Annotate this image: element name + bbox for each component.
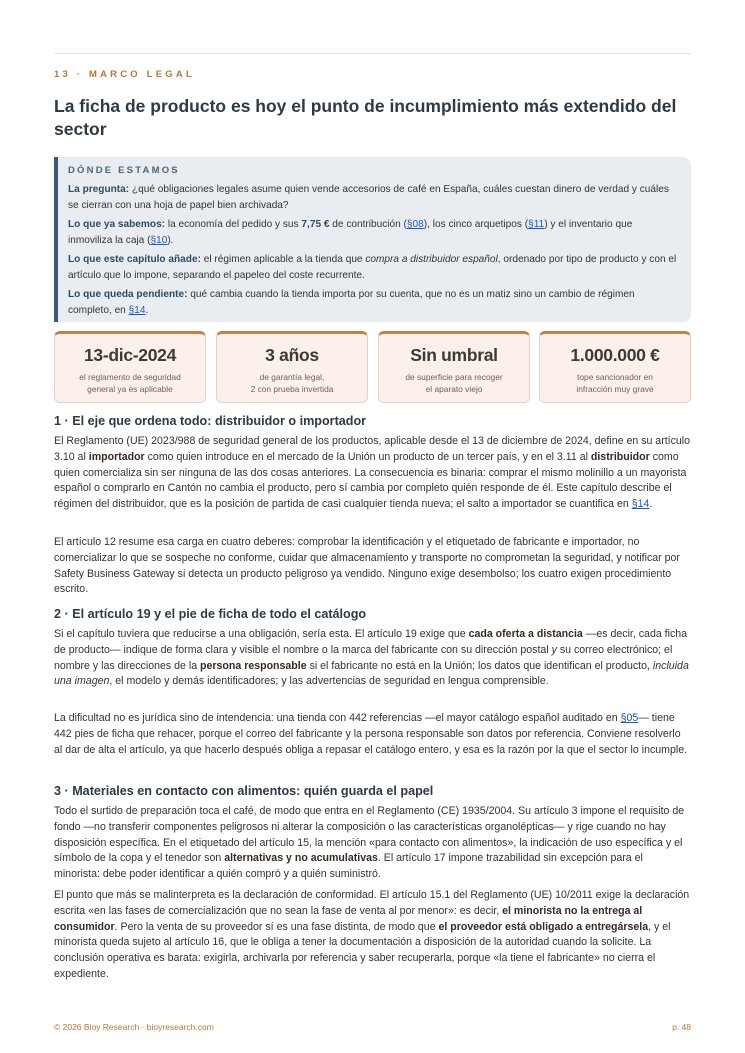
link-section-14[interactable]: §14	[128, 305, 146, 316]
stat-value: 3 años	[265, 345, 319, 365]
top-divider	[54, 53, 691, 54]
section-3-paragraph-2: El punto que más se malinterpreta es la declaración de conformidad. El artículo 15.1 del Reglamento (UE) 10/2011 exige la declaración escrita «en las fases de comercialización que no sean la fase de venta al por menor»: es decir, el minorista no la entrega al consumidor. Pero la venta de su proveedor sí es una fase distinta, de modo que el proveedor está obligado a entregársela, y el minorista queda sujeto al artículo 16, que le obliga a tener la documentación a disposición de la autoridad cuando la solicite. La conclusión operativa es barata: exigirla, archivarla por referencia y saber recuperarla, porque «la tiene el fabricante» no cierra el expediente.	[54, 889, 690, 980]
stat-label: el reglamento de seguridad general ya es aplicable	[79, 372, 181, 394]
section-1-heading: 1 · El eje que ordena todo: distribuidor o importador	[54, 414, 367, 428]
stat-card	[539, 331, 691, 403]
adds-paragraph: Lo que este capítulo añade: el régimen aplicable a la tienda que compra a distribuidor español, ordenado por tipo de producto y con el artículo que lo impone, separando el papeleo del coste recurrente.	[68, 254, 677, 281]
link-section-14[interactable]: §14	[631, 498, 650, 511]
section-2-heading: 2 · El artículo 19 y el pie de ficha de todo el catálogo	[54, 607, 367, 621]
footer-page-number: p. 48	[672, 1022, 691, 1032]
section-1-paragraph-1: El Reglamento (UE) 2023/988 de seguridad general de los productos, aplicable desde el 13 de diciembre de 2024, define en su artículo 3.10 al importador como quien introduce en el mercado de la Unión un producto de un tercer país, y en el 3.11 al distribuidor como quien comercializa sin ser ninguna de las dos cosas anteriores. La consecuencia es binaria: comprar el mismo molinillo a un mayorista español o comprarlo en Cantón no cambia el producto, pero sí cambia por completo quién responde de él. Este capítulo describe el régimen del distribuidor, que es la posición de partida de casi cualquier tienda nueva; el salto a importador se cuantifica en §14.	[54, 435, 691, 511]
section-kicker: 13 · MARCO LEGAL	[54, 69, 195, 80]
stat-label: de superficie para recoger el aparato viejo	[405, 372, 503, 394]
pending-label: Lo que queda pendiente:	[68, 289, 188, 300]
stat-value: 13-dic-2024	[83, 345, 177, 365]
stats-row	[54, 331, 691, 403]
stat-label: tope sancionador en infracción muy grave	[576, 372, 654, 394]
question-paragraph: La pregunta: ¿qué obligaciones legales asume quien vende accesorios de café en España, cuáles cuestan dinero de verdad y cuáles se cierran con una hoja de papel bien archivada?	[68, 184, 669, 211]
section-1-paragraph-2: El artículo 12 resume esa carga en cuatro deberes: comprobar la identificación y el etiquetado de fabricante e importador, no comercializar lo que se sospeche no conforme, cuidar que almacenamiento y transporte no comprometan la seguridad, y notificar por Safety Business Gateway si detecta un producto peligroso ya vendido. Ninguno exige desembolso; los cuatro exigen procedimiento escrito.	[54, 536, 680, 596]
stat-value: 1.000.000 €	[570, 345, 660, 365]
section-2-paragraph-2: La dificultad no es jurídica sino de intendencia: una tienda con 442 referencias —el mayor catálogo español auditado en §05— tiene 442 pies de ficha que rehacer, porque el correo del fabricante y la persona responsable son datos por referencia. Conviene resolverlo al dar de alta el artículo, ya que hacerlo después obliga a repasar el catálogo entero, y esa es la razón por la que el sector lo incumple.	[54, 712, 688, 756]
link-section-10[interactable]: §10	[150, 235, 168, 246]
known-label: Lo que ya sabemos:	[68, 219, 166, 230]
footer-copyright: © 2026 Bioy Research · bioyresearch.com	[54, 1022, 214, 1032]
section-2-paragraph-1: Si el capítulo tuviera que reducirse a una obligación, sería esta. El artículo 19 exige que cada oferta a distancia —es decir, cada ficha de producto— indique de forma clara y visible el nombre o la marca del fabricante con su dirección postal y su correo electrónico; el nombre y las direcciones de la persona responsable si el fabricante no está en la Unión; los datos que identifican el producto, incluida una imagen, el modelo y demás identificadores; y las advertencias de seguridad en lengua comprensible.	[54, 628, 689, 688]
link-section-08[interactable]: §08	[406, 219, 424, 230]
stat-card	[378, 331, 530, 403]
section-3-paragraph-1: Todo el surtido de preparación toca el café, de modo que entra en el Reglamento (CE) 1935/2004. Su artículo 3 impone el requisito de fondo —no transferir componentes peligrosos ni alterar la composición o las características organolépticas— y rige cuando no hay disposición específica. En el etiquetado del artículo 15, la mención «para contacto con alimentos», la indicación de uso específica y el símbolo de la copa y el tenedor son alternativas y no acumulativas. El artículo 17 impone trazabilidad sin excepción para el minorista: debe poder identificar a quién compró y a quién suministró.	[54, 805, 685, 881]
question-label: La pregunta:	[68, 184, 130, 195]
link-section-11[interactable]: §11	[528, 219, 545, 230]
stat-label: de garantía legal, 2 con prueba invertida	[250, 372, 334, 394]
pending-paragraph: Lo que queda pendiente: qué cambia cuando la tienda importa por su cuenta, que no es un matiz sino un cambio de régimen completo, en §14.	[68, 289, 635, 316]
stat-card	[216, 331, 368, 403]
where-we-are-box	[54, 157, 691, 322]
known-paragraph: Lo que ya sabemos: la economía del pedido y sus 7,75 € de contribución (§08), los cinco arquetipos (§11) y el inventario que inmoviliza la caja (§10).	[68, 219, 633, 246]
section-3-heading: 3 · Materiales en contacto con alimentos: quién guarda el papel	[54, 784, 434, 798]
stat-value: Sin umbral	[410, 345, 498, 365]
link-section-05[interactable]: §05	[620, 712, 639, 724]
where-heading: DÓNDE ESTAMOS	[68, 165, 180, 176]
adds-label: Lo que este capítulo añade:	[68, 254, 201, 265]
page-title: La ficha de producto es hoy el punto de incumplimiento más extendido del sector	[54, 96, 677, 139]
document-page	[54, 0, 691, 1053]
stat-card	[54, 331, 206, 403]
